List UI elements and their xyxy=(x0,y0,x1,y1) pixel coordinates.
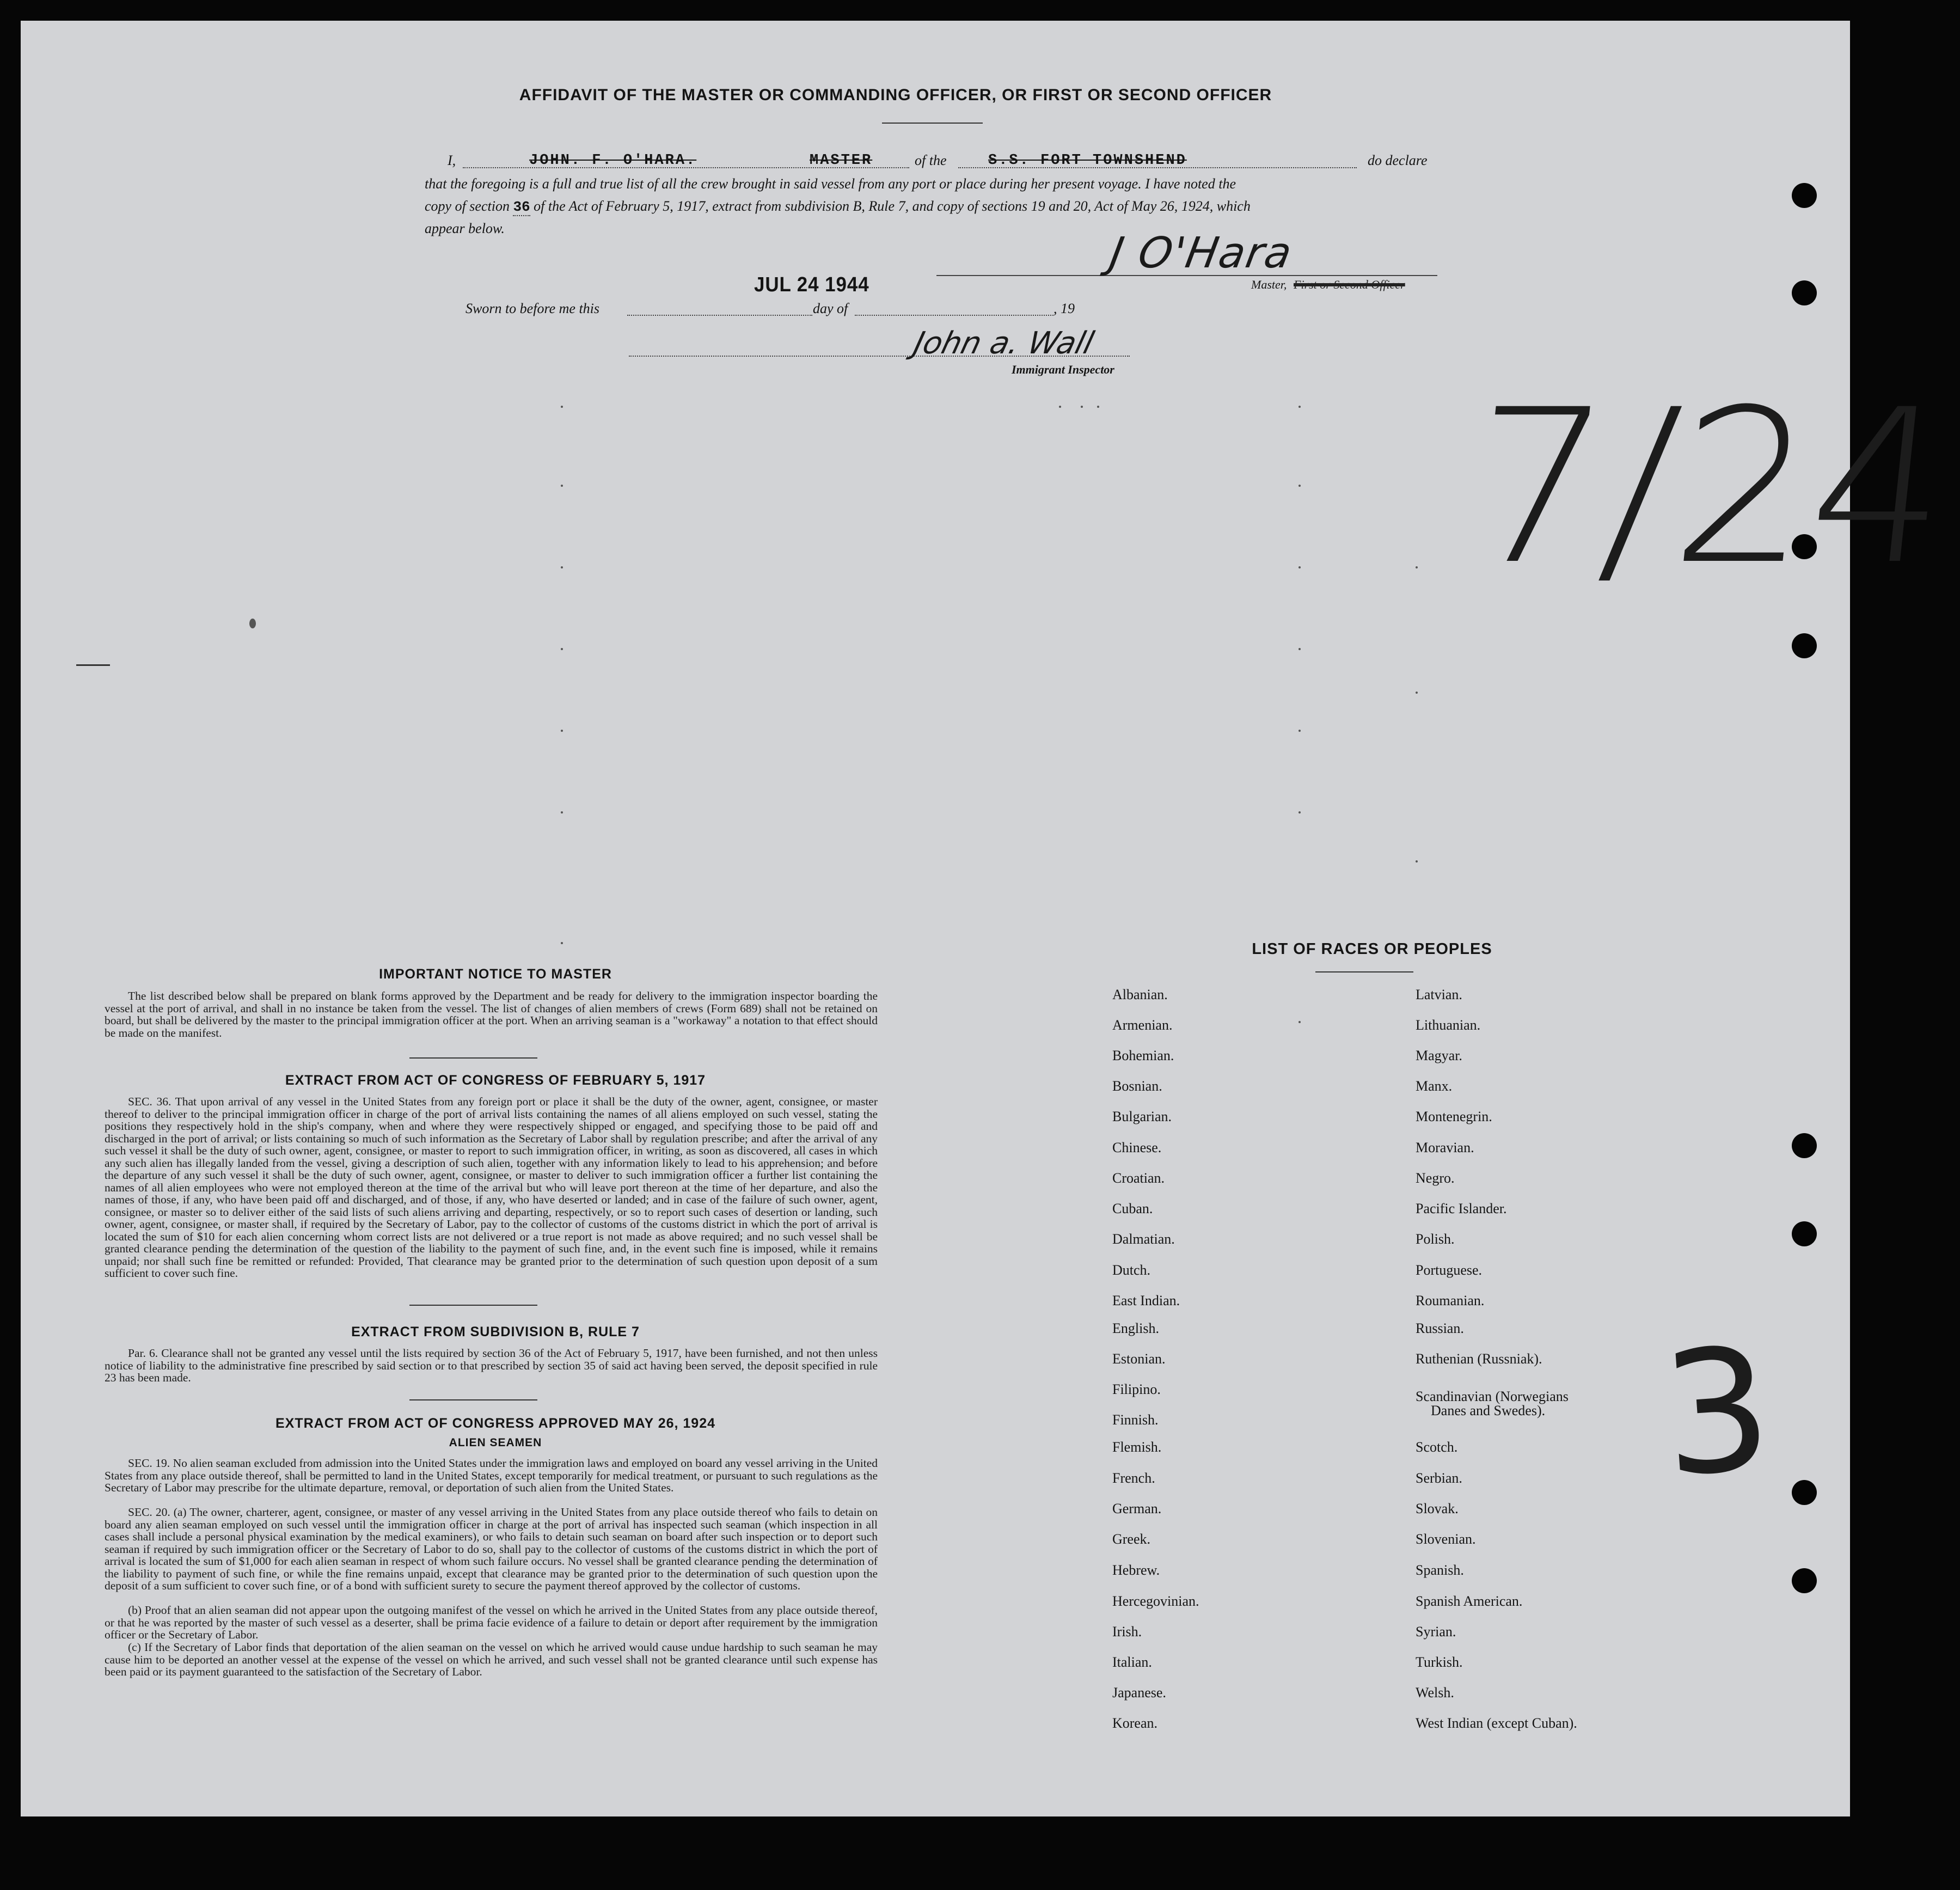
race-item: Scotch. xyxy=(1416,1439,1458,1455)
dot xyxy=(249,619,256,628)
punch-hole xyxy=(1792,1480,1817,1505)
year-prefix: , 19 xyxy=(1054,301,1075,316)
race-item: Welsh. xyxy=(1416,1685,1454,1701)
race-item: Danes and Swedes). xyxy=(1431,1403,1546,1418)
master-rank: MASTER xyxy=(810,152,873,169)
race-item: Magyar. xyxy=(1416,1048,1462,1063)
dot xyxy=(1097,406,1099,408)
sworn-day-line xyxy=(627,315,812,316)
handwritten-date: 7/24 xyxy=(1457,364,1960,611)
dot xyxy=(1298,730,1301,732)
race-item: Roumanian. xyxy=(1416,1293,1485,1308)
of-the-label: of the xyxy=(915,152,947,168)
sworn-month-line xyxy=(855,315,1054,316)
officer-label-struck xyxy=(1294,278,1405,292)
officer-label: First or Second Officer xyxy=(1294,278,1405,291)
extract-1917-title: EXTRACT FROM ACT OF CONGRESS OF FEBRUARY 5, 1917 xyxy=(285,1073,706,1088)
inspector-signature: John a. Wall xyxy=(910,326,1098,361)
race-item: Polish. xyxy=(1416,1231,1455,1247)
race-item: Estonian. xyxy=(1112,1351,1166,1367)
dot xyxy=(561,566,563,568)
race-item: Greek. xyxy=(1112,1531,1151,1547)
dot xyxy=(561,406,563,408)
race-item: Hebrew. xyxy=(1112,1562,1160,1578)
race-item: Lithuanian. xyxy=(1416,1017,1481,1033)
race-item: Croatian. xyxy=(1112,1170,1165,1186)
race-item: Pacific Islander. xyxy=(1416,1201,1507,1216)
affidavit-line-3b: of the Act of February 5, 1917, extract from subdivision B, Rule 7, and copy of sections 19 and 20, Act of May 26, 1924, which xyxy=(534,198,1251,214)
dot xyxy=(561,942,563,944)
dot xyxy=(561,730,563,732)
race-item: Spanish. xyxy=(1416,1562,1464,1578)
divider xyxy=(409,1057,537,1059)
race-item: Montenegrin. xyxy=(1416,1109,1492,1124)
master-name: JOHN. F. O'HARA. xyxy=(529,152,697,169)
race-item: Syrian. xyxy=(1416,1624,1456,1640)
notice-title: IMPORTANT NOTICE TO MASTER xyxy=(379,967,612,982)
dot xyxy=(561,485,563,487)
race-item: Bosnian. xyxy=(1112,1078,1162,1094)
affidavit-line-4: appear below. xyxy=(425,221,505,236)
race-item: West Indian (except Cuban). xyxy=(1416,1715,1577,1731)
dot xyxy=(1298,566,1301,568)
do-declare-label: do declare xyxy=(1368,152,1428,168)
race-item: Cuban. xyxy=(1112,1201,1153,1216)
race-item: Turkish. xyxy=(1416,1654,1463,1670)
punch-hole xyxy=(1792,633,1817,658)
affidavit-line-3a: copy of section xyxy=(425,198,510,214)
divider xyxy=(409,1305,537,1306)
extract-1924-sec20c: (c) If the Secretary of Labor finds that deportation of the alien seaman on the vessel on which he arrived would cause undue hardship to such seaman he may cause him to be deported an another vessel at the expense of the vessel on which he arrived, and such vessel shall not be granted clearance until such expense has been paid or its payment guaranteed to the satisfaction of the Secretary of Labor. xyxy=(105,1641,878,1678)
section-number: 36 xyxy=(513,199,530,215)
race-item: Russian. xyxy=(1416,1320,1464,1336)
title-divider xyxy=(882,123,983,124)
dot xyxy=(1416,566,1418,568)
divider xyxy=(409,1399,537,1400)
dot xyxy=(561,648,563,650)
extract-1924-title: EXTRACT FROM ACT OF CONGRESS APPROVED MAY 26, 1924 xyxy=(275,1416,716,1431)
race-item: Scandinavian (Norwegians xyxy=(1416,1389,1569,1404)
race-item: Japanese. xyxy=(1112,1685,1166,1701)
race-item: French. xyxy=(1112,1470,1155,1486)
dot xyxy=(1416,860,1418,863)
race-item: Korean. xyxy=(1112,1715,1158,1731)
race-item: East Indian. xyxy=(1112,1293,1180,1308)
races-title: LIST OF RACES OR PEOPLES xyxy=(1252,940,1492,958)
sworn-label: Sworn to before me this xyxy=(465,301,600,316)
race-item: Filipino. xyxy=(1112,1381,1161,1397)
race-item: Dalmatian. xyxy=(1112,1231,1175,1247)
race-item: Chinese. xyxy=(1112,1140,1162,1155)
rule7-body: Par. 6. Clearance shall not be granted any vessel until the lists required by section 36 of the Act of February 5, 1917, have been furnished, and not then unless notice of liability to the administrative fine prescribed by said section or to that prescribed by section 35 of said act having been served, the deposit specified in rule 23 has been made. xyxy=(105,1347,878,1384)
notice-body: The list described below shall be prepared on blank forms approved by the Department and be ready for delivery to the immigration inspector boarding the vessel at the port of arrival, and shall in no instance be taken from the vessel. The list of changes of alien members of crews (Form 689) shall not be retained on board, but shall be delivered by the master to the principal immigration officer at the port. When an arriving seaman is a "workaway" a notation to that effect should be made on the manifest. xyxy=(105,989,878,1039)
extract-1924-sec19: SEC. 19. No alien seaman excluded from admission into the United States under the immigration laws and employed on board any vessel arriving in the United States from any place outside thereof, shall be permitted to land in the United States, except temporarily for medical treatment, or pursuant to such regulations as the Secretary of Labor may prescribe for the ultimate departure, removal, or deportation of such alien from the United States. xyxy=(105,1457,878,1494)
dot xyxy=(1298,485,1301,487)
dot xyxy=(1298,811,1301,814)
date-stamp: JUL 24 1944 xyxy=(754,273,869,296)
race-item: Manx. xyxy=(1416,1078,1453,1094)
dot xyxy=(1416,692,1418,694)
dot xyxy=(1081,406,1083,408)
dot xyxy=(1298,1021,1301,1023)
race-item: Flemish. xyxy=(1112,1439,1162,1455)
extract-1924-sec20a: SEC. 20. (a) The owner, charterer, agent, consignee, or master of any vessel arriving in the United States from any place outside thereof who fails to detain on board any alien seaman employed on such vessel until the immigration officer in charge at the port of arrival has inspected such seaman (which inspection in all cases shall include a personal physical examination by the medical examiners), or who fails to detain such seaman on board after such inspection or to deport such seaman if required by such immigration officer or the Secretary of Labor to do so, shall pay to the collector of customs of the customs district in which the port of arrival is located the sum of $1,000 for each alien seaman in respect of whom such failure occurs. No vessel shall be granted clearance pending the determination of the liability to payment of such fine, or while the fine remains unpaid, except that clearance may be granted prior to the determination of such question upon the deposit of a sum sufficient to cover such fine, or of a bond with sufficient surety to secure the payment thereof approved by the collector of customs. xyxy=(105,1506,878,1592)
dot xyxy=(1298,406,1301,408)
race-item: Armenian. xyxy=(1112,1017,1173,1033)
vessel-name: S.S. FORT TOWNSHEND xyxy=(988,152,1187,169)
race-item: Dutch. xyxy=(1112,1262,1151,1278)
race-item: Serbian. xyxy=(1416,1470,1462,1486)
inspector-label: Immigrant Inspector xyxy=(1012,363,1114,376)
handwritten-page-number: 3 xyxy=(1656,1311,1778,1515)
race-item: Bohemian. xyxy=(1112,1048,1174,1063)
extract-1924-sec20b: (b) Proof that an alien seaman did not appear upon the outgoing manifest of the vessel on which he arrived in the United States from any place outside thereof, or that he was reported by the master of such vessel as a deserter, shall be prima facie evidence of a failure to detain or deport after requirement by the immigration officer or the Secretary of Labor. xyxy=(105,1604,878,1641)
race-item: Spanish American. xyxy=(1416,1593,1523,1609)
rule7-title: EXTRACT FROM SUBDIVISION B, RULE 7 xyxy=(351,1324,640,1339)
dot xyxy=(1298,648,1301,650)
race-item: Slovenian. xyxy=(1416,1531,1476,1547)
race-item: Finnish. xyxy=(1112,1412,1159,1428)
race-item: Latvian. xyxy=(1416,987,1462,1002)
race-item: Hercegovinian. xyxy=(1112,1593,1199,1609)
punch-hole xyxy=(1792,1133,1817,1158)
margin-dash xyxy=(76,664,110,666)
master-label: Master, xyxy=(1251,278,1287,291)
race-item: Irish. xyxy=(1112,1624,1142,1640)
race-item: Moravian. xyxy=(1416,1140,1474,1155)
races-divider xyxy=(1315,971,1413,972)
punch-hole xyxy=(1792,1568,1817,1593)
master-signature: J O'Hara xyxy=(1106,229,1296,278)
race-item: English. xyxy=(1112,1320,1159,1336)
dot xyxy=(561,811,563,814)
punch-hole xyxy=(1792,280,1817,305)
race-item: Italian. xyxy=(1112,1654,1152,1670)
race-item: Slovak. xyxy=(1416,1501,1459,1516)
race-item: German. xyxy=(1112,1501,1162,1516)
race-item: Bulgarian. xyxy=(1112,1109,1172,1124)
race-item: Negro. xyxy=(1416,1170,1455,1186)
affidavit-line-3 xyxy=(425,198,1251,215)
race-item: Portuguese. xyxy=(1416,1262,1483,1278)
race-item: Ruthenian (Russniak). xyxy=(1416,1351,1542,1367)
day-of-label: day of xyxy=(813,301,848,316)
affidavit-line-2: that the foregoing is a full and true list of all the crew brought in said vessel from any port or place during her present voyage. I have noted the xyxy=(425,176,1236,192)
race-item: Albanian. xyxy=(1112,987,1168,1002)
affidavit-title: AFFIDAVIT OF THE MASTER OR COMMANDING OFFICER, OR FIRST OR SECOND OFFICER xyxy=(519,86,1272,104)
dot xyxy=(1059,406,1061,408)
extract-1924-subtitle: ALIEN SEAMEN xyxy=(449,1436,542,1449)
punch-hole xyxy=(1792,183,1817,208)
punch-hole xyxy=(1792,1221,1817,1246)
extract-1917-body: SEC. 36. That upon arrival of any vessel in the United States from any foreign port or place it shall be the duty of the owner, agent, consignee, or master thereof to deliver to the principal immigration officer in charge of the port of arrival lists containing the names of all aliens employed on such vessel, stating the positions they respectively hold in the ship's company, when and where they were respectively shipped or engaged, and specifying those to be paid off and discharged in the port of arrival; or lists containing so much of such information as the Secretary of Labor shall by regulation prescribe; and after the arrival of any such vessel it shall be the duty of such owner, agent, consignee, or master to report to such immigration officer, in writing, as soon as discovered, all cases in which any such alien has illegally landed from the vessel, giving a description of such alien, together with any information likely to lead to his apprehension; and before the departure of any such vessel it shall be the duty of such owner, agent, consignee, or master to deliver to such immigration officer a further list containing the names of all alien employees who were not employed thereon at the time of the arrival but who will leave port thereon at the time of her departure, and also the names of those, if any, who have been paid off and discharged, and of those, if any, who have deserted or landed; and in case of the failure of such owner, agent, consignee, or master so to deliver either of the said lists of such aliens arriving and departing, respectively, or so to report such cases of desertion or landing, such owner, agent, consignee, or master shall, if required by the Secretary of Labor, pay to the collector of customs of the customs district in which the port of arrival is located the sum of $10 for each alien concerning whom correct lists are not delivered or a true report is not made as above required; and no such vessel shall be granted clearance pending the determination of the question of the liability to the payment of such fine, and, in the event such fine is imposed, while it remains unpaid; nor shall such fine be remitted or refunded: Provided, That clearance may be granted prior to the determination of such question upon deposit of a sum sufficient to cover such fine. xyxy=(105,1095,878,1280)
i-label: I, xyxy=(448,152,456,168)
